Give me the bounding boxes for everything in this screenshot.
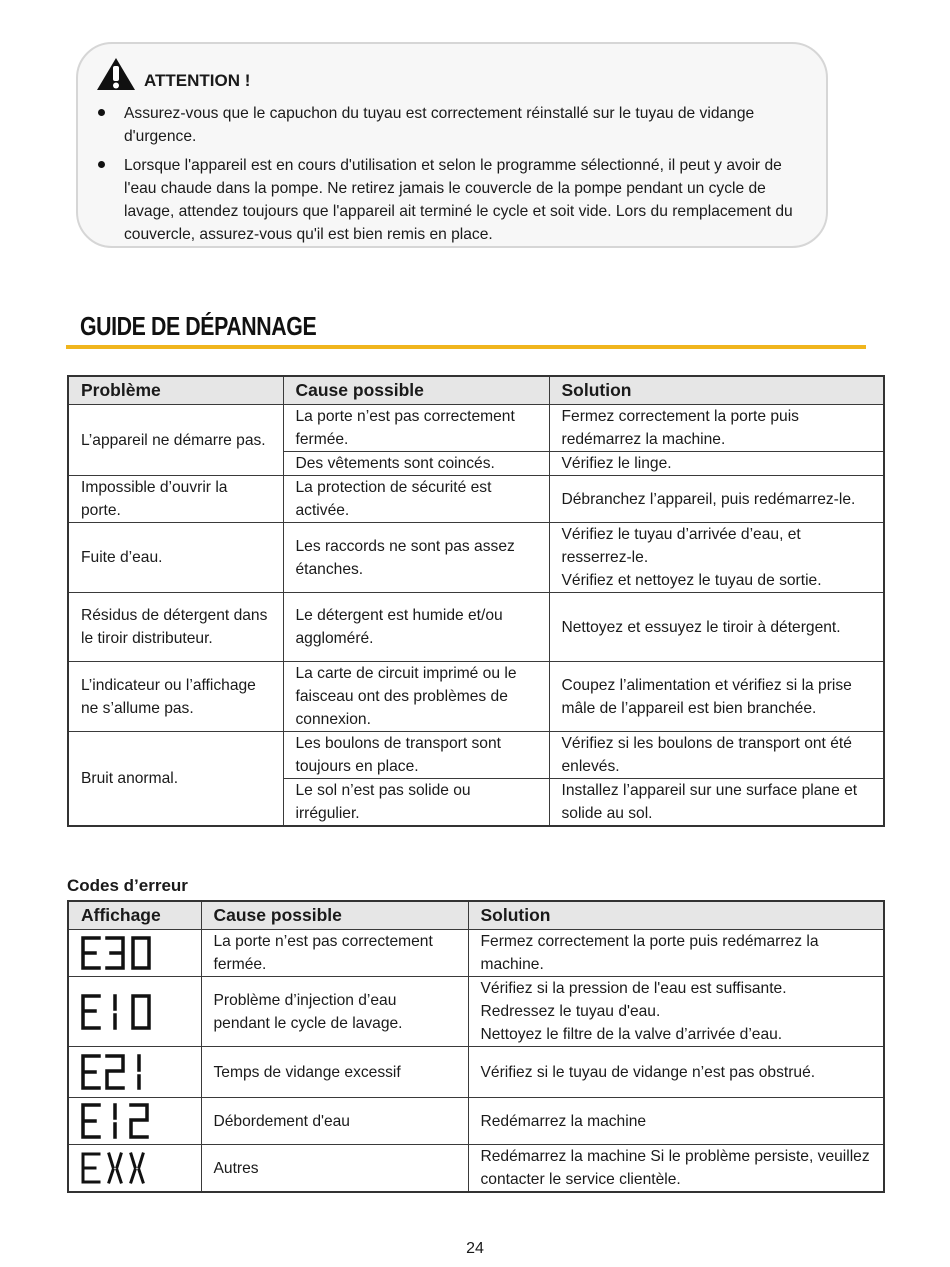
cause-cell: Les raccords ne sont pas assez étanches.	[283, 523, 549, 593]
solution-cell: Débranchez l’appareil, puis redémarrez-le.	[549, 476, 884, 523]
solution-line: Vérifiez si la pression de l'eau est suffisante.	[480, 980, 787, 997]
column-header: Problème	[68, 376, 283, 405]
attention-header	[96, 54, 250, 94]
warning-icon	[96, 57, 136, 91]
attention-item: Lorsque l'appareil est en cours d'utilisation et selon le programme sélectionné, il peut y avoir de l'eau chaude dans la pompe. Ne retirez jamais le couvercle de la pompe pendant un cycle de lavage, attendez toujours que l'appareil ait terminé le cycle et soit vide. Lors du remplacement du couvercle, assurez-vous qu'il est bien remis en place.	[88, 154, 804, 246]
display-code-cell	[68, 1145, 201, 1193]
table-header-row	[68, 376, 884, 405]
table-row	[68, 1145, 884, 1193]
solution-cell: Vérifiez si le tuyau de vidange n’est pas obstrué.	[468, 1047, 884, 1098]
error-codes-table	[67, 900, 885, 1193]
cause-cell: La porte n’est pas correctement fermée.	[201, 930, 468, 977]
solution-cell: Nettoyez et essuyez le tiroir à détergent.	[549, 593, 884, 662]
attention-list	[88, 102, 804, 252]
solution-cell: Redémarrez la machine	[468, 1098, 884, 1145]
table-row	[68, 1047, 884, 1098]
solution-cell	[549, 523, 884, 593]
segment-display-e10	[79, 990, 159, 1034]
problem-cell: L’indicateur ou l’affichage ne s’allume pas.	[68, 662, 283, 732]
cause-cell: Les boulons de transport sont toujours en place.	[283, 732, 549, 779]
table-row	[68, 593, 884, 662]
segment-display-e12	[79, 1101, 159, 1141]
column-header: Cause possible	[201, 901, 468, 930]
display-code-cell	[68, 977, 201, 1047]
solution-cell: Installez l’appareil sur une surface plane et solide au sol.	[549, 779, 884, 827]
solution-cell: Vérifiez si les boulons de transport ont été enlevés.	[549, 732, 884, 779]
attention-box	[76, 42, 828, 248]
cause-cell: Des vêtements sont coincés.	[283, 452, 549, 476]
attention-item: Assurez-vous que le capuchon du tuyau est correctement réinstallé sur le tuyau de vidange d'urgence.	[88, 102, 804, 148]
cause-cell: Autres	[201, 1145, 468, 1193]
solution-cell: Fermez correctement la porte puis redémarrez la machine.	[549, 405, 884, 452]
solution-cell: Redémarrez la machine Si le problème persiste, veuillez contacter le service clientèle.	[468, 1145, 884, 1193]
table-row	[68, 476, 884, 523]
table-row	[68, 977, 884, 1047]
problem-cell: Fuite d’eau.	[68, 523, 283, 593]
problem-cell: Impossible d’ouvrir la porte.	[68, 476, 283, 523]
table-header-row	[68, 901, 884, 930]
cause-cell: La carte de circuit imprimé ou le faisceau ont des problèmes de connexion.	[283, 662, 549, 732]
solution-line: Vérifiez et nettoyez le tuyau de sortie.	[561, 572, 822, 589]
table-row	[68, 1098, 884, 1145]
display-code-cell	[68, 1098, 201, 1145]
problem-cell: Résidus de détergent dans le tiroir distributeur.	[68, 593, 283, 662]
segment-display-exx	[79, 1150, 159, 1186]
solution-line: Vérifiez le tuyau d’arrivée d’eau, et resserrez-le.	[561, 526, 801, 566]
column-header: Affichage	[68, 901, 201, 930]
guide-title-rule	[66, 345, 866, 349]
cause-cell: Débordement d'eau	[201, 1098, 468, 1145]
attention-title: ATTENTION !	[144, 71, 251, 90]
solution-cell: Coupez l’alimentation et vérifiez si la prise mâle de l’appareil est bien branchée.	[549, 662, 884, 732]
solution-line: Redressez le tuyau d'eau.	[480, 1003, 661, 1020]
page-number: 24	[466, 1240, 484, 1257]
solution-line: Nettoyez le filtre de la valve d’arrivée d’eau.	[480, 1026, 783, 1043]
cause-cell: La porte n’est pas correctement fermée.	[283, 405, 549, 452]
column-header: Solution	[468, 901, 884, 930]
segment-display-e30	[79, 934, 159, 972]
solution-cell	[468, 977, 884, 1047]
problem-cell: L’appareil ne démarre pas.	[68, 405, 283, 476]
solution-cell: Fermez correctement la porte puis redémarrez la machine.	[468, 930, 884, 977]
display-code-cell	[68, 1047, 201, 1098]
problem-cell: Bruit anormal.	[68, 732, 283, 827]
codes-title: Codes d’erreur	[67, 876, 188, 895]
table-row	[68, 930, 884, 977]
cause-cell: Le détergent est humide et/ou aggloméré.	[283, 593, 549, 662]
display-code-cell	[68, 930, 201, 977]
column-header: Solution	[549, 376, 884, 405]
cause-cell: Problème d’injection d’eau pendant le cycle de lavage.	[201, 977, 468, 1047]
guide-title: GUIDE DE DÉPANNAGE	[80, 311, 317, 341]
column-header: Cause possible	[283, 376, 549, 405]
solution-cell: Vérifiez le linge.	[549, 452, 884, 476]
cause-cell: Temps de vidange excessif	[201, 1047, 468, 1098]
troubleshooting-table	[67, 375, 885, 827]
table-row	[68, 523, 884, 593]
table-row	[68, 405, 884, 452]
segment-display-e21	[79, 1051, 159, 1093]
cause-cell: La protection de sécurité est activée.	[283, 476, 549, 523]
table-row	[68, 732, 884, 779]
table-row	[68, 662, 884, 732]
cause-cell: Le sol n’est pas solide ou irrégulier.	[283, 779, 549, 827]
